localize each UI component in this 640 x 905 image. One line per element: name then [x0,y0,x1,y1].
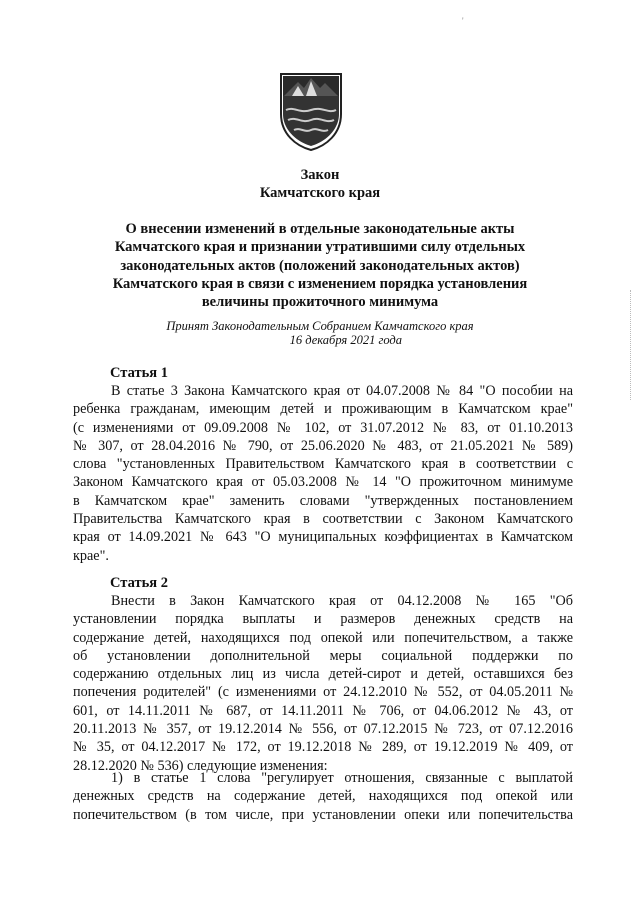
text-line: 20.11.2013 № 357, от 19.12.2014 № 556, от 07.12.2015 № 723, от 07.12.2016 [73,721,573,738]
subject-line: Камчатского края и признании утратившими силу отдельных [114,239,526,256]
subject-line: величины прожиточного минимума [201,294,439,311]
law-title-line: Закон [300,167,340,183]
text-line: крае". [73,547,109,564]
text-line: установлении порядка выплаты и размеров денежных средств на [73,611,573,628]
adopted-by: Принят Законодательным Собранием Камчатского края [166,319,474,333]
text-line: содержание детей, находящихся под опекой или попечительством, а также [73,629,573,646]
law-title [60,166,580,202]
text-line: края от 14.09.2021 № 643 "О муниципальных коэффициентах в Камчатском [73,529,573,546]
article-2-heading: Статья 2 [110,575,168,591]
law-subject [60,220,580,311]
subject-line: Камчатского края в связи с изменением порядка установления [112,275,528,292]
text-line: 28.12.2020 № 536) следующие изменения: [73,757,328,774]
subject-line: О внесении изменений в отдельные законодательные акты [125,221,515,237]
text-line: 1) в статье 1 слова "регулирует отношения, связанные с выплатой [111,770,573,786]
text-line: Внести в Закон Камчатского края от 04.12.2008 № 165 "Об [111,593,573,609]
text-line: Правительства Камчатского края в соответствии с Законом Камчатского [73,511,573,528]
scan-mark: ' [462,16,464,26]
text-line: № 35, от 04.12.2017 № 172, от 19.12.2018 № 289, от 19.12.2019 № 409, от [73,739,573,756]
article-1-heading: Статья 1 [110,365,168,381]
text-line: об установлении дополнительной меры социальной поддержки по [73,647,573,664]
coat-of-arms-icon [278,70,344,152]
scan-edge-mark [630,290,632,400]
text-line: попечения родителей" (с изменениями от 24.12.2010 № 552, от 04.05.2011 № [73,684,573,701]
article-1-text [73,382,573,565]
text-line: Законом Камчатского края от 05.03.2008 № 14 "О прожиточном минимуме [73,474,573,491]
text-line: (с изменениями от 09.09.2008 № 102, от 31.07.2012 № 83, от 01.10.2013 [73,419,573,436]
text-line: в Камчатском крае" заменить словами "утвержденных постановлением [73,492,573,509]
text-line: денежных средств на содержание детей, находящихся под опекой или [73,788,573,805]
article-2-item-1 [73,769,573,824]
subject-line: законодательных актов (положений законодательных актов) [120,257,520,274]
law-title-line: Камчатского края [259,185,381,201]
text-line: ребенка гражданам, имеющим детей и проживающим в Камчатском крае" [73,401,573,418]
article-2-text [73,592,573,775]
text-line: № 307, от 28.04.2016 № 790, от 25.06.2020 № 483, от 21.05.2021 № 589) [73,437,573,454]
adopted-date: 16 декабря 2021 года [289,333,402,347]
text-line: слова "установленных Правительством Камчатского края в соответствии с [73,456,573,473]
text-line: попечительством (в том числе, при установлении опеки или попечительства [73,806,573,823]
text-line: содержанию отдельных лиц из числа детей-сирот и детей, оставшихся без [73,666,573,683]
text-line: В статье 3 Закона Камчатского края от 04.07.2008 № 84 "О пособии на [111,383,573,399]
text-line: 601, от 14.11.2011 № 687, от 14.11.2011 № 706, от 04.06.2012 № 43, от [73,702,573,719]
